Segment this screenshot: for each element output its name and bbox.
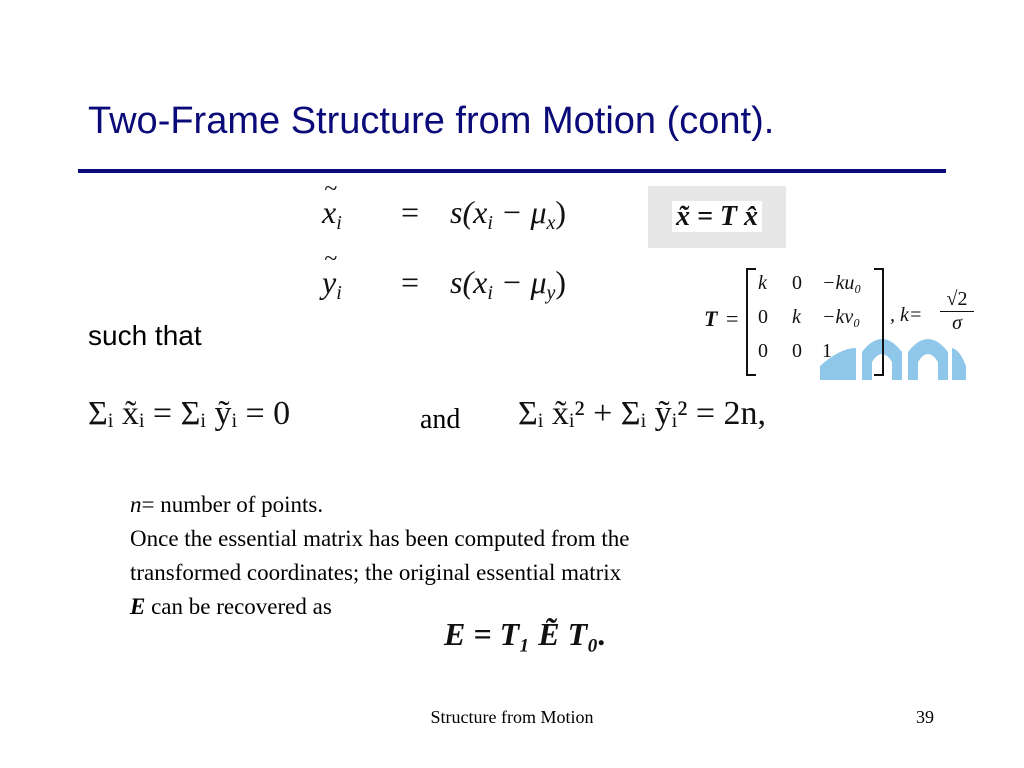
n-definition-line: n= number of points.: [130, 492, 324, 517]
slide-number: 39: [916, 707, 934, 727]
such-that-label: such that: [88, 320, 202, 351]
body-line-3: transformed coordinates; the original essential matrix: [130, 560, 622, 585]
matrix-left-bracket: [746, 268, 756, 376]
x-tilde: ~ x: [322, 194, 336, 231]
k-fraction: $\frac{√2}{\sigma}$: [940, 288, 974, 335]
body-paragraph: [130, 488, 810, 624]
transform-equation: x̃ = T x̂: [672, 201, 762, 232]
slide-title: Two-Frame Structure from Motion (cont).: [88, 100, 775, 142]
normalization-matrix: T = k 0 −ku₀ 0 k −kv₀ 0 0 1 , k= $\frac{√2}{\sigma}$: [704, 266, 976, 378]
equation-y-normalization: ~ $y_i = s(x_i - \mu_y)$: [322, 264, 566, 305]
unit-variance-constraint: Σᵢ x̃ᵢ² + Σᵢ ỹᵢ² = 2n,: [518, 395, 767, 432]
and-label: and: [420, 404, 461, 435]
body-line-2: Once the essential matrix has been computed from the: [130, 526, 630, 551]
footer-title: Structure from Motion: [430, 707, 594, 727]
matrix-right-bracket: [874, 268, 884, 376]
transform-equation-box: [648, 186, 786, 248]
equation-x-normalization: ~ $x_i = s(x_i - \mu_x)$: [322, 194, 566, 235]
zero-mean-constraint: Σᵢ x̃ᵢ = Σᵢ ỹᵢ = 0: [88, 395, 291, 432]
matrix-cells: k 0 −ku₀ 0 k −kv₀ 0 0 1: [758, 272, 862, 362]
body-line-4: E can be recovered as: [130, 594, 332, 619]
essential-matrix-recovery-equation: E = T₁ Ẽ T₀.: [444, 616, 607, 652]
title-underline: [78, 169, 946, 173]
y-tilde: ~ y: [322, 264, 336, 301]
